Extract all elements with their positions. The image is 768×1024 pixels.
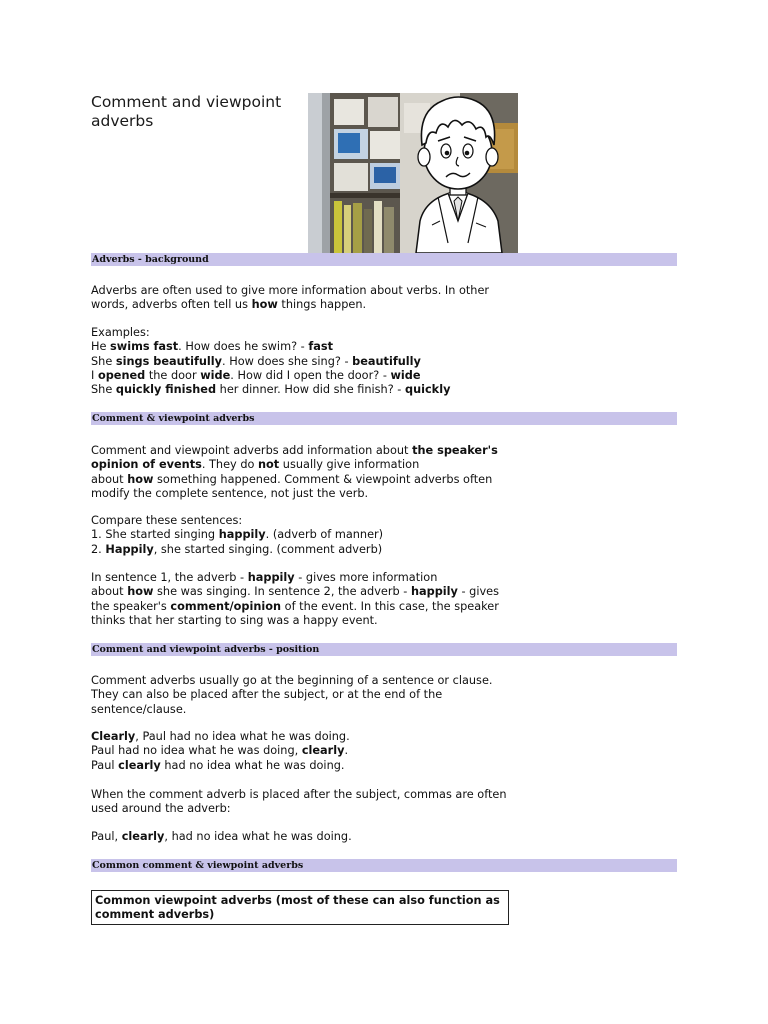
example-sentence: Paul, clearly, had no idea what he was doing. [91,830,352,843]
paragraph: Comment adverbs usually go at the beginning of a sentence or clause. They can also be placed after the subject, or at the end of the sentence/clause. [91,674,493,716]
section-header-position: Comment and viewpoint adverbs - position [91,643,677,656]
section-header-comment: Comment & viewpoint adverbs [91,412,677,425]
examples-block: Clearly, Paul had no idea what he was doing. Paul had no idea what he was doing, clearly. Paul clearly had no idea what he was doing. [91,730,350,772]
paragraph: When the comment adverb is placed after the subject, commas are often used around the adverb: [91,788,507,816]
compare-block: Compare these sentences: 1. She started singing happily. (adverb of manner) 2. Happily, she started singing. (comment adverb) [91,514,384,556]
paragraph: Comment and viewpoint adverbs add information about the speaker's opinion of events. They do not usually give information about how something happened. Comment & viewpoint adverbs often modify the complete sentence, not just the verb. [91,444,498,500]
page-title: Comment and viewpoint adverbs [91,93,282,130]
cartoon-illustration [308,93,518,253]
paragraph: In sentence 1, the adverb - happily - gives more information about how she was singing. In sentence 2, the adverb - happily - gives the speaker's comment/opinion of the event. In this case, the speaker thinks that her starting to sing was a happy event. [91,571,499,627]
section-header-background: Adverbs - background [91,253,677,266]
table-header-cell: Common viewpoint adverbs (most of these can also function as comment adverbs) [91,890,509,925]
worried-man-picture [308,93,518,253]
paragraph: Adverbs are often used to give more information about verbs. In other words, adverbs often tell us how things happen. [91,284,490,312]
examples-block: Examples: He swims fast. How does he swim? - fast She sings beautifully. How does she sing? - beautifully I opened the door wide. How did I open the door? - wide She quickly finished her dinner. How did she finish? - quickly [91,326,451,397]
section-header-common: Common comment & viewpoint adverbs [91,859,677,872]
